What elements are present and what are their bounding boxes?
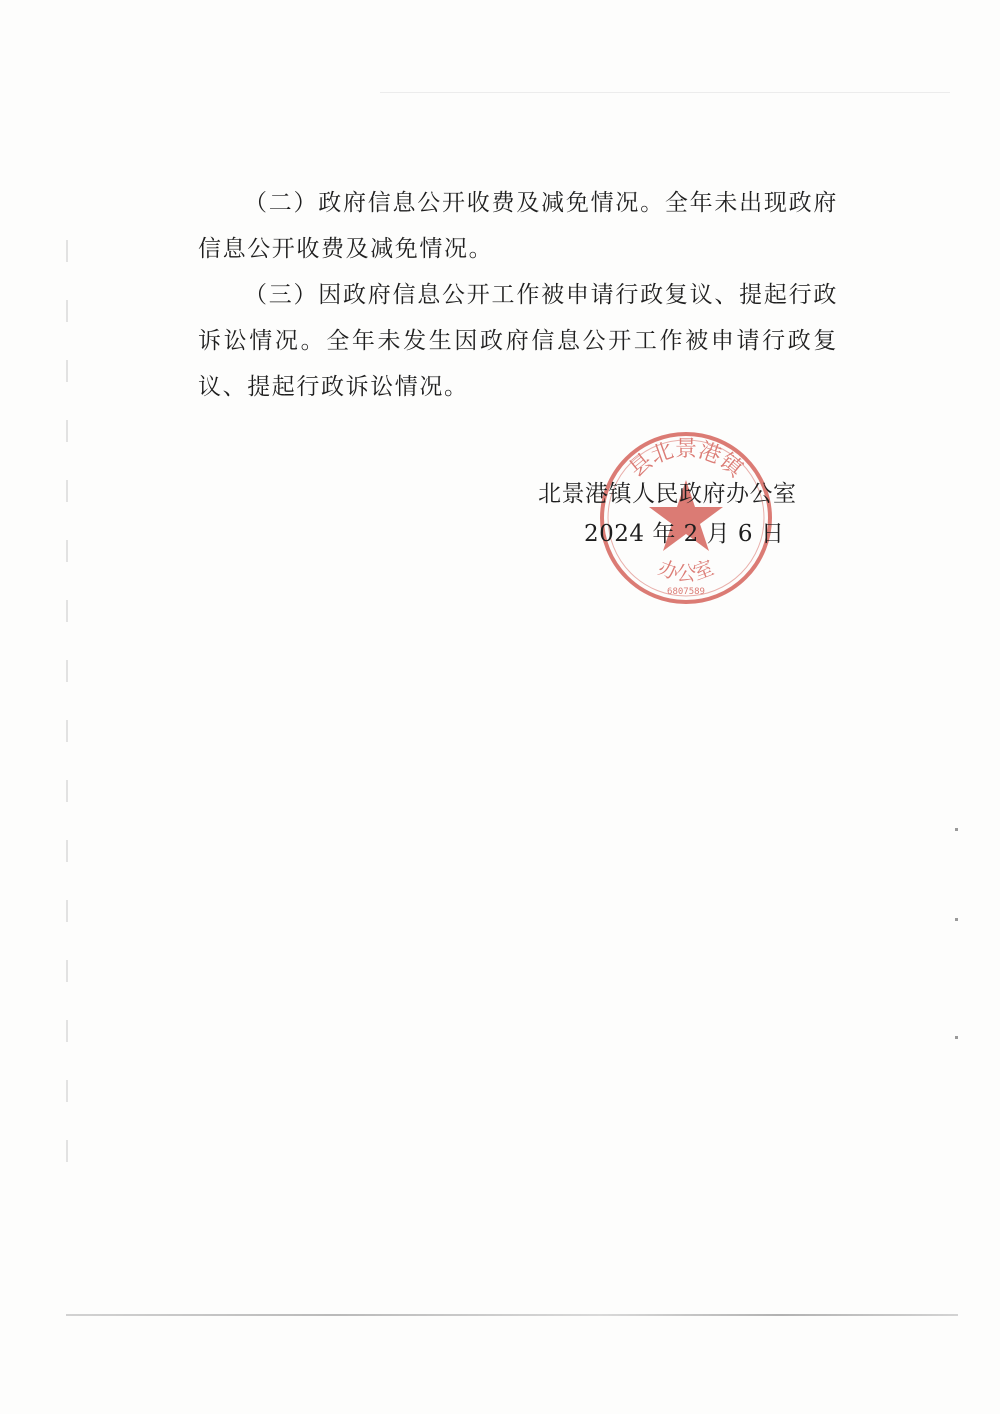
signing-date: 2024 年 2 月 6 日 bbox=[584, 521, 785, 547]
scan-left-edge bbox=[66, 240, 68, 1180]
seal-bottom-text: 办公室 bbox=[655, 555, 717, 586]
scan-speck bbox=[955, 918, 958, 921]
scan-speck bbox=[955, 828, 958, 831]
paragraph-review-litigation: （三）因政府信息公开工作被申请行政复议、提起行政诉讼情况。全年未发生因政府信息公开工作被申请行政复议、提起行政诉讼情况。 bbox=[198, 282, 838, 400]
seal-serial: 6807589 bbox=[667, 587, 705, 597]
scan-speck bbox=[955, 1036, 958, 1039]
paragraph-fees: （二）政府信息公开收费及减免情况。全年未出现政府信息公开收费及减免情况。 bbox=[198, 190, 838, 262]
signing-organization: 北景港镇人民政府办公室 bbox=[538, 481, 797, 507]
seal-top-text: 县北景港镇 bbox=[624, 437, 748, 483]
scan-bottom-edge bbox=[66, 1314, 958, 1316]
document-body bbox=[198, 180, 838, 410]
scan-top-edge bbox=[380, 92, 950, 93]
